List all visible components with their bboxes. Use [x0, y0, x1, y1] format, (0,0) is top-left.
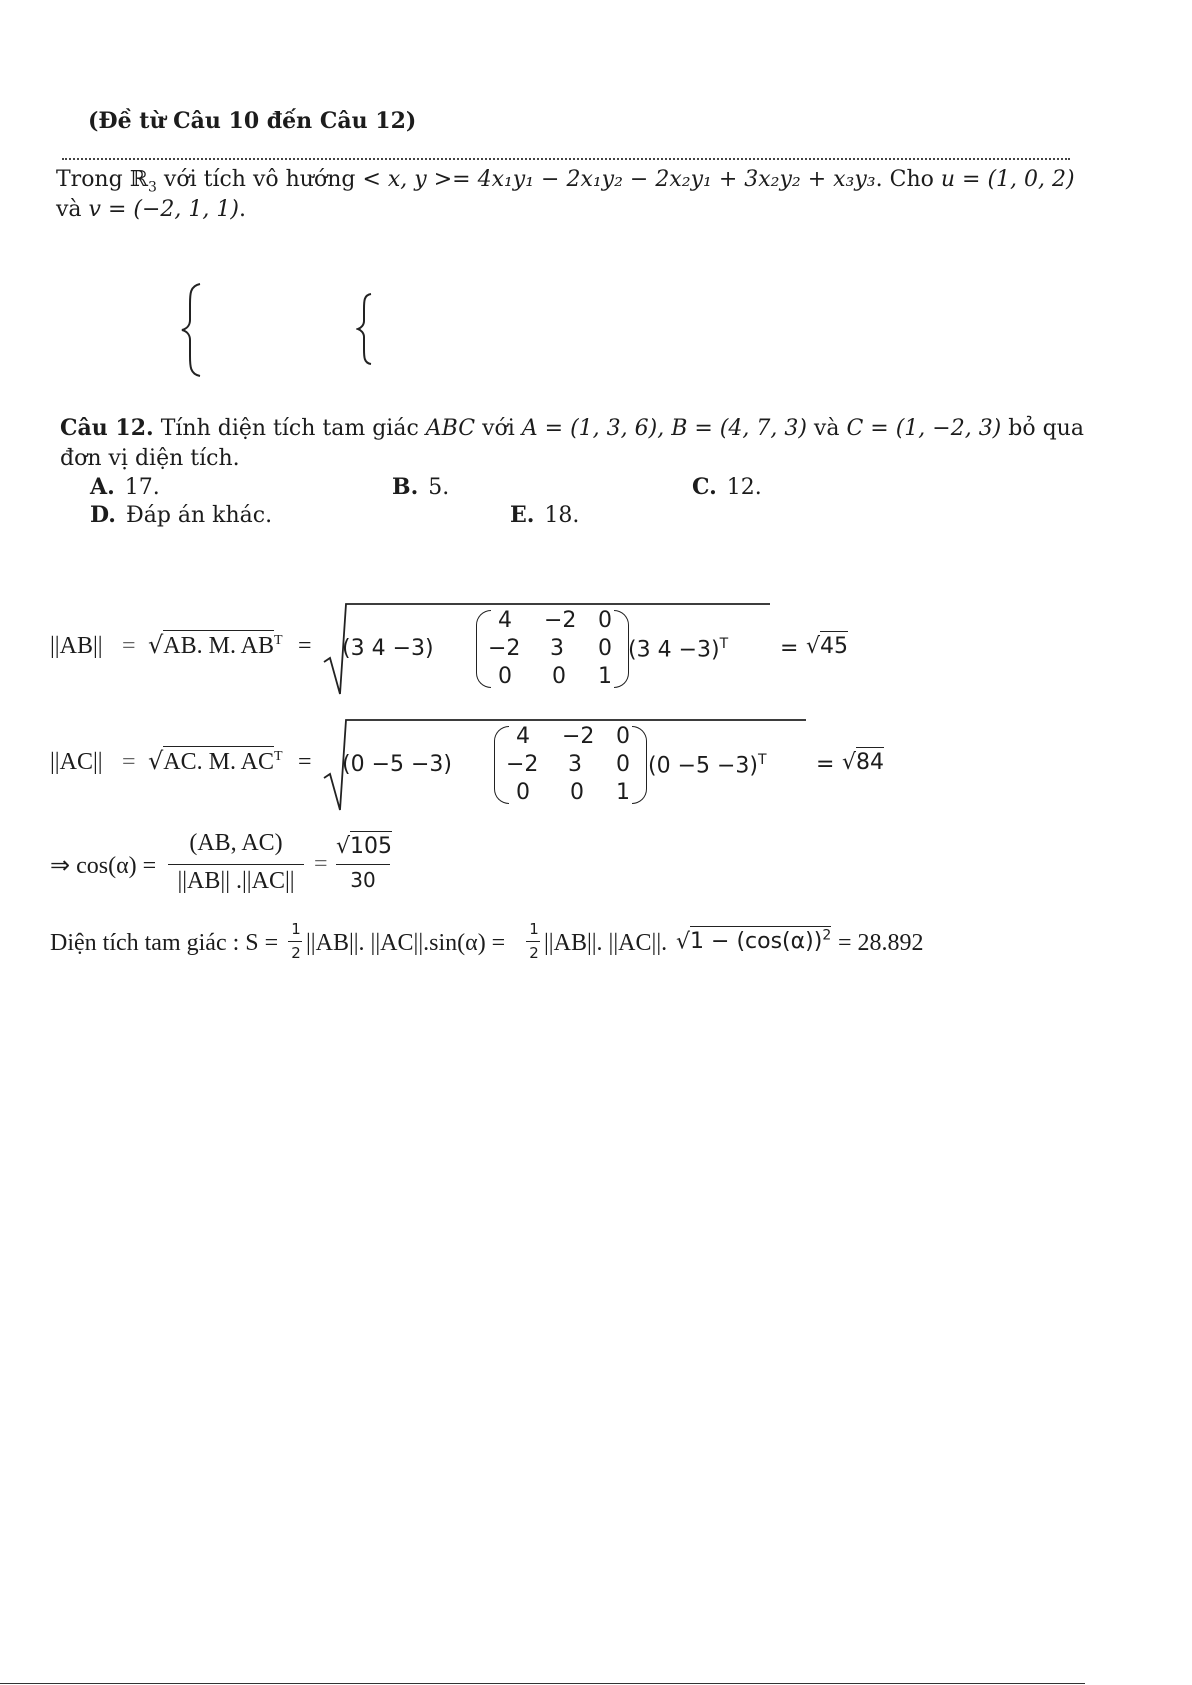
ac-result: √84: [842, 750, 884, 775]
equals-sign: =: [122, 633, 136, 659]
fraction-bar: [526, 941, 540, 942]
ac-vector-transpose: $(0 -5 -3)^T$: [648, 752, 767, 779]
intro-line-2: và v = (−2, 1, 1).: [56, 197, 246, 222]
option-d[interactable]: D. Đáp án khác.: [90, 502, 273, 528]
vector-v: v = (−2, 1, 1): [88, 197, 239, 222]
equals-sign: =: [780, 636, 799, 661]
half-numerator: 1: [291, 920, 301, 938]
ab-result: √45: [806, 634, 848, 659]
fraction-bar: [168, 864, 304, 865]
cos-lhs: ⇒ cos(α) =: [50, 853, 157, 879]
option-e[interactable]: E. 18.: [510, 502, 580, 528]
fraction-bar: [288, 941, 302, 942]
half-numerator: 1: [529, 920, 539, 938]
cos-result-denominator: 30: [350, 868, 376, 892]
inner-product-formula: < x, y >= 4x₁y₁ − 2x₁y₂ − 2x₂y₁ + 3x₂y₂ + x₃y₃: [362, 167, 876, 192]
ac-norm-label: ||AC||: [50, 749, 103, 775]
equals-sign: =: [298, 749, 312, 775]
fraction-bar: [336, 864, 390, 865]
area-label: Diện tích tam giác : S =: [50, 930, 279, 956]
page-bottom-rule: [0, 1683, 1085, 1684]
cos-denominator: ||AB|| .||AC||: [177, 868, 295, 894]
matrix-right-paren: [614, 610, 629, 688]
left-brace-icon: [356, 292, 374, 366]
ab-vector: (3 4 −3): [342, 636, 434, 661]
question-line-2: đơn vị diện tích.: [60, 446, 240, 471]
ac-sqrt-expr: √AC. M. $AC^T$: [148, 747, 283, 775]
dotted-divider: [62, 158, 1070, 160]
area-result: = 28.892: [838, 930, 924, 956]
ab-vector-transpose: (3 4 −3)$^T$: [628, 636, 729, 663]
equals-sign: =: [314, 851, 328, 877]
option-a[interactable]: A. 17.: [90, 474, 160, 500]
intro-line-1: Trong ℝ$_3$ với tích vô hướng < x, y >= 4x₁y₁ − 2x₁y₂ − 2x₂y₁ + 3x₂y₂ + x₃y₃. Cho u = (1, 0, 2): [56, 167, 1075, 196]
matrix-right-paren: [632, 726, 647, 804]
half-denominator: 2: [529, 944, 539, 962]
half-denominator: 2: [291, 944, 301, 962]
ab-norm-label: ||AB||: [50, 633, 103, 659]
vector-u: u = (1, 0, 2): [940, 167, 1075, 192]
ab-sqrt-expr: √AB. M. $AB^T$: [148, 631, 283, 659]
page-title: (Đề từ Câu 10 đến Câu 12): [88, 108, 417, 134]
equals-sign: =: [298, 633, 312, 659]
area-norms: ||AB||. ||AC||.: [544, 930, 668, 956]
question-label: Câu 12.: [60, 415, 154, 441]
equals-sign: =: [816, 752, 835, 777]
left-brace-icon: [180, 282, 204, 378]
question-line-1: Câu 12. Tính diện tích tam giác ABC với A = (1, 3, 6), B = (4, 7, 3) và C = (1, −2, 3) bỏ qua: [60, 415, 1084, 441]
ac-vector: (0 −5 −3): [342, 752, 453, 777]
option-c[interactable]: C. 12.: [692, 474, 762, 500]
equals-sign: =: [122, 749, 136, 775]
r3-symbol: ℝ$_3$: [129, 167, 157, 196]
cos-result-numerator: √105: [336, 834, 392, 859]
area-sqrt: $√1 - (\cos(\alpha))^2$: [676, 928, 832, 955]
option-b[interactable]: B. 5.: [392, 474, 450, 500]
cos-numerator: (AB, AC): [189, 830, 283, 856]
area-middle: ||AB||. ||AC||.sin(α) =: [306, 930, 506, 956]
